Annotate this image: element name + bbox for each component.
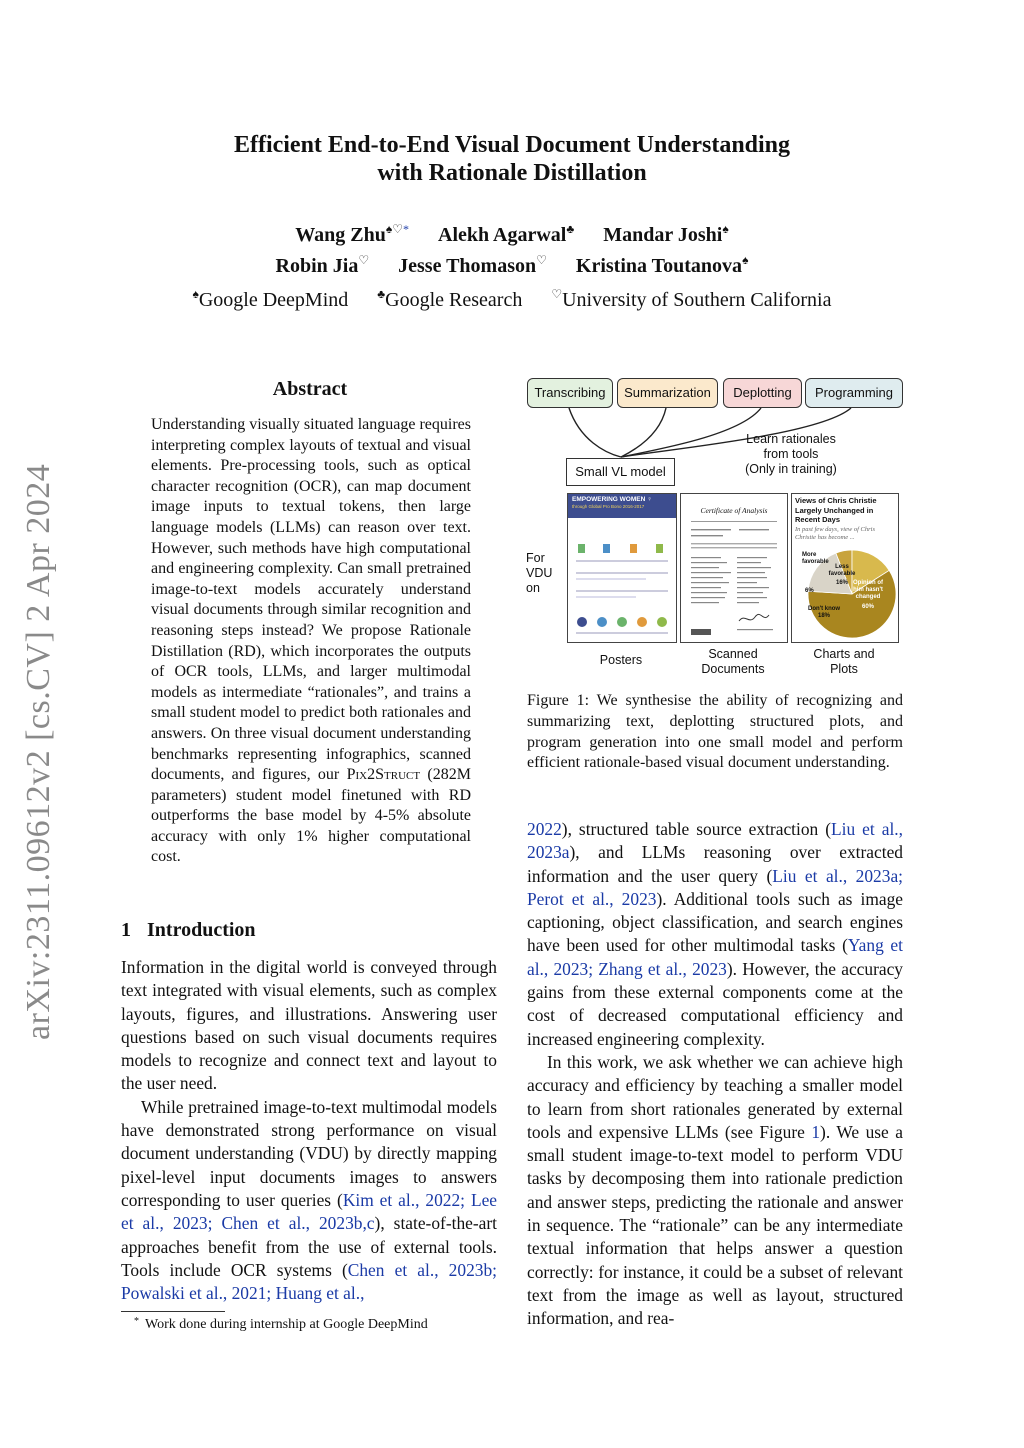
poster-title: EMPOWERING WOMEN ♀ xyxy=(572,496,652,503)
affiliation-mark: ♣ xyxy=(377,287,386,301)
author xyxy=(438,224,574,246)
poster-icon xyxy=(578,544,585,553)
citation-link[interactable]: Liu et al., 2023a; Perot et al., 2023 xyxy=(527,865,904,909)
author xyxy=(276,255,370,277)
author xyxy=(576,255,749,277)
doc-line xyxy=(737,629,773,630)
footnote-mark: * xyxy=(134,1316,139,1327)
chart-subtitle: In past few days, view of Chris Christie has become ... xyxy=(795,525,875,541)
footnote-text: Work done during internship at Google DeepMind xyxy=(145,1317,428,1332)
intro-paragraph-1: Information in the digital world is conveyed through text integrated with visual elements, such as complex layouts, figures, and illustrations. Answering user questions based on such visual documents requires models to recognize and connect text and layout to the user need. xyxy=(121,957,497,1094)
author-name: Robin Jia xyxy=(275,255,359,277)
left-column xyxy=(121,956,497,1305)
text: ), state-of-the-art approaches benefit from the use of external tools. Tools include OCR systems ( xyxy=(121,1213,497,1280)
doc-line xyxy=(691,592,727,593)
label-charts-plots: Charts and Plots xyxy=(813,647,875,676)
doc-line xyxy=(737,602,759,603)
citation-link[interactable]: 2022 xyxy=(527,819,562,839)
affiliation-name: Google DeepMind xyxy=(198,289,349,311)
doc-line xyxy=(737,567,771,568)
doc-line xyxy=(691,597,725,598)
affiliation xyxy=(551,289,831,311)
doc-line xyxy=(691,567,719,568)
doc-logo xyxy=(691,629,711,635)
author-row-2 xyxy=(0,253,1024,278)
section-number: 1 xyxy=(121,919,131,941)
section-title: Introduction xyxy=(147,919,256,941)
certificate-thumbnail xyxy=(680,493,788,643)
doc-line xyxy=(691,529,731,530)
pct-less-favorable: 16% xyxy=(835,580,848,586)
poster-subtitle: through Global Pro Bono 2016-2017 xyxy=(572,504,645,509)
doc-line xyxy=(691,547,777,548)
label-more-favorable: More favorable xyxy=(802,552,829,565)
chart-title: Views of Chris Christie Largely Unchanged in Recent Days xyxy=(795,496,877,524)
doc-line xyxy=(691,562,727,563)
doc-line xyxy=(737,577,767,578)
text: In this work, we ask whether we can achieve high accuracy and efficiency by teaching a smaller model to learn from short rationales generated by external tools and expensive LLMs (see Figure xyxy=(527,1051,903,1142)
pill-programming: Programming xyxy=(805,378,903,408)
author-name: Alekh Agarwal xyxy=(438,224,567,246)
right-column xyxy=(527,818,903,1331)
pill-transcribing: Transcribing xyxy=(527,378,613,408)
poster-dot xyxy=(597,617,607,627)
abstract-heading: Abstract xyxy=(272,378,348,400)
doc-line xyxy=(691,535,723,536)
poster-icon xyxy=(630,544,637,553)
poster-dot xyxy=(577,617,587,627)
doc-line xyxy=(737,582,757,583)
poster-line xyxy=(576,578,646,580)
affiliation-marks: ♡ xyxy=(358,253,370,267)
doc-line xyxy=(691,587,721,588)
intro-paragraph-3 xyxy=(527,1051,903,1331)
footnote xyxy=(134,1316,428,1333)
label-posters: Posters xyxy=(599,653,643,667)
citation-link[interactable]: Liu et al., 2023a xyxy=(527,819,903,863)
poster-line xyxy=(576,596,636,598)
pct-more-favorable: 6% xyxy=(805,588,814,594)
label-dont-know: Don't know xyxy=(808,606,841,612)
learn-rationales-label: Learn rationales from tools (Only in training) xyxy=(745,432,837,476)
affiliation-name: Google Research xyxy=(385,289,523,311)
author-name: Wang Zhu xyxy=(295,224,386,246)
author xyxy=(603,224,728,246)
footnote-mark: * xyxy=(403,222,410,236)
title-line-1: Efficient End-to-End Visual Document Understanding xyxy=(233,132,791,158)
intro-paragraph-2 xyxy=(121,1096,497,1306)
certificate-lines xyxy=(681,515,787,643)
footnote-rule xyxy=(121,1311,225,1312)
poster-dot xyxy=(657,617,667,627)
text: ), structured table source extraction ( xyxy=(561,819,832,839)
doc-line xyxy=(737,587,769,588)
affiliation-marks: ♣ xyxy=(566,222,575,236)
citation-link[interactable]: Yang et al., 2023; Zhang et al., 2023 xyxy=(527,935,903,979)
affiliation-marks: ♡ xyxy=(536,253,547,267)
arxiv-identifier: arXiv:2311.09612v2 [cs.CV] 2 Apr 2024 xyxy=(20,463,57,1040)
signature-mark xyxy=(739,614,769,621)
pct-opinion-unchanged: 60% xyxy=(861,604,874,610)
poster-icon xyxy=(603,544,610,553)
text: ). However, the accuracy gains from these external components come at the cost of decreased computational efficiency and increased engineering complexity. xyxy=(527,958,903,1049)
doc-line xyxy=(691,577,723,578)
certificate-title: Certificate of Analysis xyxy=(700,506,768,515)
figure-ref-link[interactable]: 1 xyxy=(811,1121,821,1142)
doc-line xyxy=(739,529,769,530)
poster-header xyxy=(568,494,676,518)
pill-summarization: Summarization xyxy=(617,378,718,408)
affiliation-marks: ♠ xyxy=(742,253,749,267)
title-line-2: with Rationale Distillation xyxy=(377,160,647,186)
doc-line xyxy=(691,543,777,544)
for-vdu-label: For VDU on xyxy=(526,551,553,595)
pct-dont-know: 18% xyxy=(818,613,831,619)
abstract-body: Understanding visually situated language requires interpreting complex layouts of textual and visual elements. Pre-processing tools, such as optical character recognition (OCR), can map document image inputs to textual tokens, then large language models (LLMs) can reason over text. However, such methods have high computational and engineering complexity. Can small pretrained image-to-text models accurately understand visual documents through similar recognition and reasoning steps instead? We propose Rationale Distillation (RD), which incorporates the outputs of OCR tools, LLMs, and larger multimodal models as intermediate “rationales”, and trains a small student model to predict both rationales and answers. On three visual document understanding benchmarks representing infographics, scanned documents, and figures, our xyxy=(151,416,471,784)
poster-icon xyxy=(656,544,663,553)
affiliation-mark: ♡ xyxy=(551,287,563,301)
author-name: Kristina Toutanova xyxy=(575,255,743,277)
label-less-favorable: Less favorable xyxy=(828,564,856,577)
model-name: Pix2Struct xyxy=(346,766,421,784)
doc-line xyxy=(691,602,719,603)
abstract-body-end: (282M parameters) student model finetuned with RD outperforms the base model by 4-5% absolute accuracy with only 1% higher computational cost. xyxy=(151,766,471,866)
author xyxy=(398,255,547,277)
author-name: Mandar Joshi xyxy=(603,224,723,246)
text: ). Additional tools such as image captioning, object classification, and search engines have been used for other multimodal tasks ( xyxy=(527,888,903,956)
doc-line xyxy=(737,557,767,558)
author xyxy=(295,224,409,246)
poster-thumbnail xyxy=(567,493,677,643)
figure-caption: Figure 1: We synthesise the ability of recognizing and summarizing text, deplotting structured plots, and program generation into one small model and perform efficient rationale-based visual document understanding. xyxy=(527,692,903,772)
doc-line xyxy=(737,597,767,598)
poster-dot xyxy=(617,617,627,627)
poster-dot xyxy=(637,617,647,627)
poster-graphics xyxy=(568,518,676,643)
pill-deplotting: Deplotting xyxy=(723,378,802,408)
doc-line xyxy=(691,582,729,583)
label-opinion-unchanged: Opinion of him hasn't changed xyxy=(853,580,883,600)
doc-rule xyxy=(691,521,777,522)
affiliation-name: University of Southern California xyxy=(562,289,832,311)
connector-transcribing xyxy=(569,408,621,457)
doc-line xyxy=(691,557,721,558)
intro-paragraph-2-cont xyxy=(527,818,903,1051)
author-row-1 xyxy=(0,222,1024,247)
affiliation-mark: ♠ xyxy=(192,287,199,301)
doc-line xyxy=(737,572,765,573)
doc-line xyxy=(737,592,763,593)
poster-line xyxy=(576,590,668,592)
affiliation xyxy=(377,289,522,311)
affiliation-marks: ♠ xyxy=(722,222,729,236)
text: ). We use a small student image-to-text model to perform VDU tasks by decomposing them into rationale prediction and answer steps, predicting the rationale and answer in sequence. The “rationale” can be any intermediate textual information that helps answer a question correctly: for instance, it could be a subset of relevant text from the image as well as layout, structured information, and rea- xyxy=(527,1121,903,1329)
doc-line xyxy=(737,562,761,563)
doc-line xyxy=(691,572,731,573)
chart-thumbnail xyxy=(791,493,899,643)
small-vl-model-box: Small VL model xyxy=(566,458,675,486)
label-scanned-documents: Scanned Documents xyxy=(701,647,765,676)
text: ), and LLMs reasoning over extracted information and the user query ( xyxy=(527,842,903,886)
poster-line xyxy=(576,572,668,574)
citation-link[interactable]: Kim et al., 2022; Lee et al., 2023; Chen et al., 2023b,c xyxy=(121,1189,498,1234)
paper-title xyxy=(0,131,1024,187)
author-name: Jesse Thomason xyxy=(398,255,537,277)
text: While pretrained image-to-text multimodal models have demonstrated strong performance on visual document understanding (VDU) by directly mapping pixel-level input documents images to answers corresponding to user queries ( xyxy=(121,1096,497,1210)
section-heading-introduction xyxy=(121,919,256,942)
affiliation-marks: ♠♡ xyxy=(385,222,404,236)
abstract-text xyxy=(151,415,471,868)
citation-link[interactable]: Chen et al., 2023b; Powalski et al., 2021; Huang et al., xyxy=(121,1259,497,1304)
poster-line xyxy=(576,560,668,562)
affiliations xyxy=(0,287,1024,312)
poster-line xyxy=(576,632,668,634)
affiliation xyxy=(192,289,348,311)
